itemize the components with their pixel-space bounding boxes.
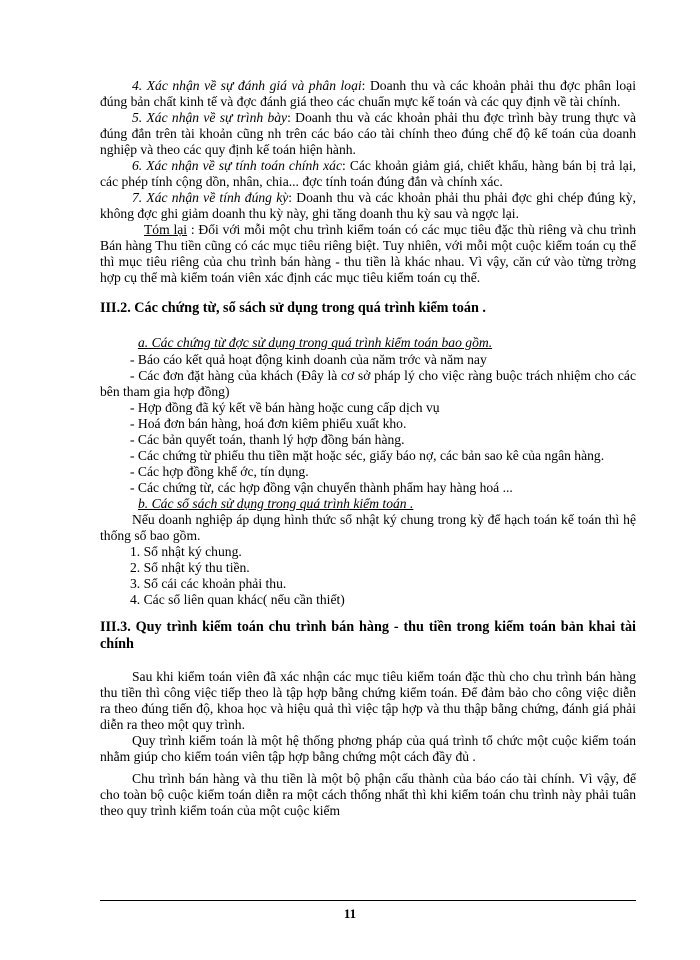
- summary-text: : Đối với mỗi một chu trình kiểm toán có các mục tiêu đặc thù riêng và chu trình Bán hàng Thu tiền cũng có các mục tiêu riêng biệt. Tuy nhiên, với mỗi một cuộc kiểm toán cụ thể thì mục tiêu riêng của chu trình bán hàng - thu tiền là khác nhau. Vì vậy, căn cứ vào từng trờng hợp cụ thể mà kiểm toán viên xác định các mục tiêu kiểm toán cụ thể.: [100, 222, 636, 285]
- doc-item-8: - Các chứng từ, các hợp đồng vận chuyển thành phẩm hay hàng hoá ...: [130, 480, 513, 495]
- doc-item-6: - Các chứng từ phiếu thu tiền mặt hoặc séc, giấy báo nợ, các bản sao kê của ngân hàng.: [130, 448, 605, 463]
- criterion-7: [100, 190, 636, 222]
- doc-item-7: - Các hợp đồng khế ớc, tín dụng.: [130, 464, 309, 479]
- criterion-7-text: : Doanh thu và các khoản phải thu phải đợc ghi chép đúng kỳ, không đợc ghi giảm doanh thu kỳ này, ghi tăng doanh thu kỳ sau và ngợc lại.: [100, 190, 636, 221]
- criterion-5-label: 5. Xác nhận về sự trình bày: [132, 110, 288, 125]
- books-intro: Nếu doanh nghiệp áp dụng hình thức sổ nhật ký chung trong kỳ để hạch toán kế toán thì hệ thống sổ bao gồm.: [100, 512, 636, 543]
- subheading-documents: a. Các chứng từ đợc sử dụng trong quá trình kiểm toán bao gồm.: [138, 335, 493, 350]
- section-heading-iii-2: III.2. Các chứng từ, sổ sách sử dụng trong quá trình kiểm toán .: [100, 300, 486, 316]
- book-item-2: 2. Sổ nhật ký thu tiền.: [130, 560, 250, 575]
- footer-divider: [100, 900, 636, 901]
- doc-item-4: - Hoá đơn bán hàng, hoá đơn kiêm phiếu xuất kho.: [130, 416, 407, 431]
- doc-item-1: - Báo cáo kết quả hoạt động kinh doanh của năm trớc và năm nay: [130, 352, 487, 367]
- criterion-6-text: : Các khoản giảm giá, chiết khấu, hàng bán bị trả lại, các phép tính cộng dồn, nhân, chia... đợc tính toán đúng đắn và chính xác.: [100, 158, 636, 189]
- criterion-4-label: 4. Xác nhận về sự đánh giá và phân loại: [132, 78, 362, 93]
- summary-label: Tóm lại: [144, 222, 188, 237]
- book-item-1: 1. Sổ nhật ký chung.: [130, 544, 242, 559]
- doc-item-3: - Hợp đồng đã ký kết về bán hàng hoặc cung cấp dịch vụ: [130, 400, 440, 415]
- document-page: [100, 78, 636, 819]
- paragraph-3: Chu trình bán hàng và thu tiền là một bộ phận cấu thành của báo cáo tài chính. Vì vậy, để cho toàn bộ cuộc kiểm toán diễn ra một cách thống nhất thì khi kiểm toán chu trình này phải tuân theo quy trình kiểm toán của một cuộc kiểm: [100, 771, 636, 818]
- paragraph-2: Quy trình kiểm toán là một hệ thống phơng pháp của quá trình tổ chức một cuộc kiểm toán nhằm giúp cho kiểm toán viên tập hợp bằng chứng một cách đầy đủ .: [100, 733, 636, 764]
- book-item-3: 3. Sổ cái các khoản phải thu.: [130, 576, 287, 591]
- criterion-5: [100, 110, 636, 158]
- doc-item-5: - Các bản quyết toán, thanh lý hợp đồng bán hàng.: [130, 432, 405, 447]
- criterion-4: [100, 78, 636, 110]
- criterion-4-text: : Doanh thu và các khoản phải thu đợc phân loại đúng bản chất kinh tế và đợc đánh giá theo các chuẩn mực kế toán và các quy định về tài chính.: [100, 78, 636, 109]
- criterion-5-text: : Doanh thu và các khoản phải thu đợc trình bày trung thực và đúng đắn trên tài khoản cũng nh trên các báo cáo tài chính theo đúng chế độ kế toán của doanh nghiệp và theo các quy định kế toán hiện hành.: [100, 110, 636, 157]
- page-number: 11: [343, 906, 357, 921]
- criterion-6: [100, 158, 636, 190]
- doc-item-2: - Các đơn đặt hàng của khách (Đây là cơ sở pháp lý cho việc ràng buộc trách nhiệm cho các bên tham gia hợp đồng): [100, 368, 636, 399]
- paragraph-1: Sau khi kiểm toán viên đã xác nhận các mục tiêu kiểm toán đặc thù cho chu trình bán hàng thu tiền thì công việc tiếp theo là tập hợp bằng chứng kiểm toán. Để đảm bảo cho công việc diễn ra theo đúng tiến độ, khoa học và hiệu quả thì việc tập hợp và thu thập bằng chứng, đánh giá phải diễn ra theo một quy trình.: [100, 669, 636, 732]
- subheading-books: b. Các sổ sách sử dụng trong quá trình kiểm toán .: [138, 496, 414, 511]
- criterion-6-label: 6. Xác nhận về sự tính toán chính xác: [132, 158, 343, 173]
- summary-paragraph: [100, 222, 636, 286]
- section-heading-iii-3: III.3. Quy trình kiểm toán chu trình bán hàng - thu tiền trong kiểm toán bản khai tài chính: [100, 619, 636, 652]
- book-item-4: 4. Các sổ liên quan khác( nếu cần thiết): [130, 592, 345, 607]
- criterion-7-label: 7. Xác nhận về tính đúng kỳ: [132, 190, 289, 205]
